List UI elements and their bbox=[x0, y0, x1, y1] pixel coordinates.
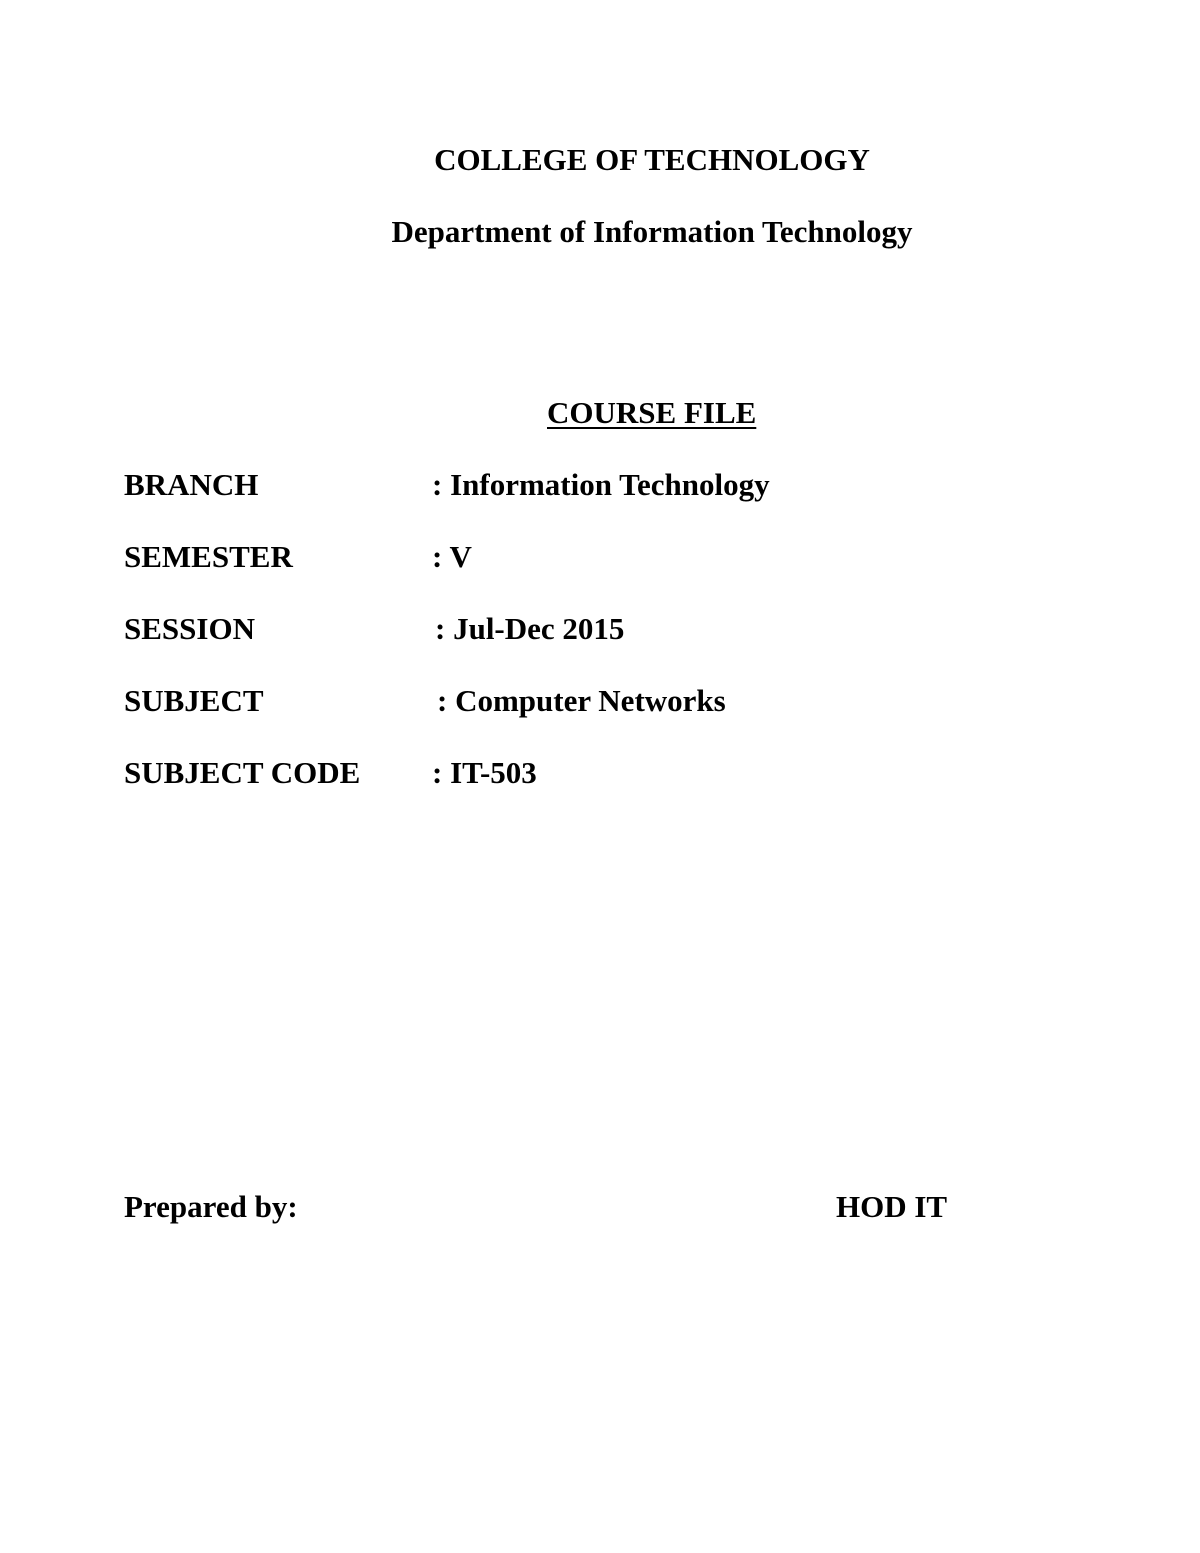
semester-value: : V bbox=[432, 539, 472, 574]
session-label: SESSION bbox=[124, 611, 255, 646]
document-title: COURSE FILE bbox=[547, 395, 757, 430]
session-value: : Jul-Dec 2015 bbox=[435, 611, 625, 646]
branch-value: : Information Technology bbox=[432, 467, 770, 502]
subject-value: : Computer Networks bbox=[437, 683, 726, 718]
subject-label: SUBJECT bbox=[124, 683, 264, 718]
branch-label: BRANCH bbox=[124, 467, 259, 502]
semester-label: SEMESTER bbox=[124, 539, 293, 574]
prepared-by-label: Prepared by: bbox=[124, 1189, 298, 1224]
subject-code-value: : IT-503 bbox=[432, 755, 537, 790]
hod-signature-label: HOD IT bbox=[836, 1189, 948, 1224]
subject-code-label: SUBJECT CODE bbox=[124, 755, 361, 790]
college-name: COLLEGE OF TECHNOLOGY bbox=[434, 142, 870, 177]
department-name: Department of Information Technology bbox=[391, 214, 913, 249]
